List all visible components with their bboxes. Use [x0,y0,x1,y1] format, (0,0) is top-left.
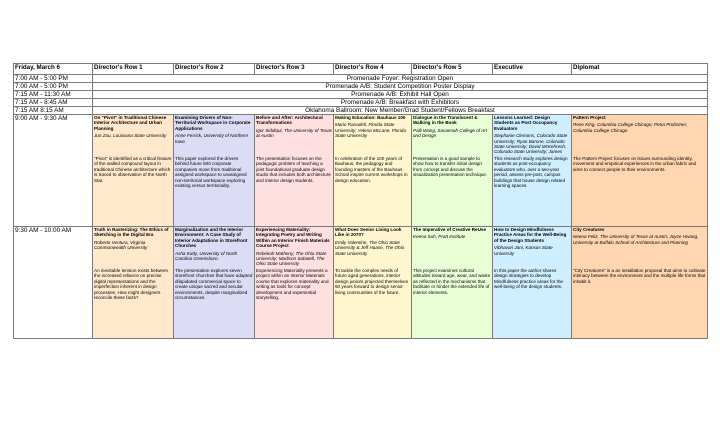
session-heading [573,227,706,268]
session-cell [174,227,255,339]
session-authors: Mario Ranadell, Florida State University; Yelena McLane, Florida State University [335,122,406,139]
session-title: Making Education: Bauhaus 100 [335,115,406,120]
session-authors: Rene King, Columbia College Chicago; Petra Probstner, Columbia College Chicago [573,122,688,133]
session-content [175,115,253,226]
session-heading [494,115,570,156]
session-cell [93,115,174,227]
session-content [335,115,410,226]
session-title: Before and After: Architectural Transformations [256,115,323,126]
session-title: Dialogue in the Translucent & Walking in the Book [413,115,478,126]
session-cell [412,115,493,227]
session-authors: Anne Ferrick, University of Northern Iowa [175,133,249,144]
session-heading [335,115,410,156]
session-content [494,115,570,226]
session-cell [334,227,412,339]
session-authors: Palli Wang, Savannah College of Art and Design [413,127,488,139]
session-cell [93,227,174,339]
session-heading [413,227,491,268]
session-heading [573,115,706,156]
session-description: "Pivot" is identified as a critical feature of the walled compound layout in traditional Chinese architecture which is traced to observation of the North Star. [94,156,172,183]
session-heading [494,227,570,268]
session-heading [256,227,332,268]
session-time: 9:00 AM - 9:30 AM [14,115,93,227]
session-authors: Asha Kutty, University of North Carolina Greensboro [175,250,238,262]
session-authors: Vibhavari Jani, Kansas State University [494,245,553,256]
session-description: This research study explores design students as post-occupancy evaluators who, over a two-year period, assess pre-post, campus buildings that house design related learning spaces. [494,156,568,189]
session-authors: Igor Siddiqui, The University of Texas at Austin [256,127,332,139]
session-content [256,115,332,226]
session-row [14,227,708,339]
event-description: Promenade A/B: Exhibit Hall Open [93,91,708,99]
event-description: Oklahoma Ballroom: New Member/Grad Student/Fellows Breakfast [93,107,708,115]
session-authors: Rebekah Matheny, The Ohio State University; Madison Sabatell, The Ohio State University [256,250,327,267]
session-title: Marginalization and the Interior Environment: A Case Study of Interior Adaptations in Storefront Churches [175,227,248,249]
event-row [14,99,708,107]
session-title: Experiencing Materiality: Integrating Poetry and Writing Within an Interior Finish Materials Course Project [256,227,330,249]
session-content [573,115,706,226]
session-description: Presentation is a good sample to show how to transfer initial design from concept and discuss the visualization presentation technique. [413,156,488,178]
session-cell [493,115,572,227]
session-cell [572,227,708,339]
session-title: Lessons Learned: Design Students as Post Occupancy Evaluators [494,115,558,131]
session-title: How to Design Mindfulness Practice Areas for the Well-Being of the Design Students [494,227,567,243]
session-cell [255,227,334,339]
session-title: What Does Senior Living Look Like in 2070? [335,227,402,238]
session-description: In this paper the author shares design strategies to develop Mindfulness practice areas for the well-being of the design students. [494,268,563,290]
session-title: The Imperative of Creative ReUse [413,227,487,232]
session-content [94,227,172,338]
event-time: 7:00 AM - 5:00 PM [14,83,93,91]
session-authors: Jun Zou, Louisiana State University [94,133,167,139]
header-row [14,64,708,75]
event-time: 7:15 AM 8:15 AM [14,107,93,115]
session-content [175,227,253,338]
event-description: Promenade A/B: Breakfast with Exhibitors [93,99,708,107]
column-header: Director's Row 3 [255,64,334,75]
column-header: Executive [493,64,572,75]
column-header: Director's Row 1 [93,64,174,75]
session-title: Examining Drivers of Non-Territorial Workspace in Corporate Applications [175,115,251,131]
column-header: Director's Row 4 [334,64,412,75]
session-authors: Stephanie Clemons, Colorado State University; Ryan Barone, Colorado State University; David McKehresh, Colorado State University; James [494,133,568,155]
session-heading [256,115,332,156]
session-heading [413,115,491,156]
event-row [14,91,708,99]
session-description: The Pattern Project focuses on issues surrounding identity, movement and empirical experiences in the urban fabric and aims to connect people to their environments. [573,156,697,172]
session-row [14,115,708,227]
session-time: 9:30 AM - 10:00 AM [14,227,93,339]
event-time: 7:15 AM - 11:30 AM [14,91,93,99]
session-authors: Emily Valentine, The Ohio State University & Jeff Haase, The Ohio State University [335,239,405,256]
session-cell [493,227,572,339]
session-content [256,227,332,338]
event-time: 7:15 AM - 8:45 AM [14,99,93,107]
session-cell [412,227,493,339]
session-heading [175,115,253,156]
session-description: In celebration of the 100 years of Bauhaus, the pedagogy and founding masters of the Bauhaus School inspire current workshops in design education. [335,156,408,183]
column-header: Director's Row 5 [412,64,493,75]
session-description: The presentation focuses on the pedagogic problem of teaching a joint foundational graduate design studio that includes both architecture and interior design students. [256,156,331,183]
session-description: The presentation explores seven storefront churches that have adapted dilapidated commercial space to create unique sacred and secular environments, despite marginalized circumstances. [175,268,253,301]
session-content [494,227,570,338]
event-time: 7:00 AM - 5:00 PM [14,75,93,83]
event-row [14,75,708,83]
session-description: This project examines cultural attitudes toward age, wear, and waste as reflected in the mechanisms that facilitate or hinder the extended life of interior elements. [413,268,491,295]
session-heading [175,227,253,268]
event-row [14,107,708,115]
column-header: Friday, March 6 [14,64,93,75]
session-content [573,227,706,338]
event-description: Promenade A/B: Student Competition Poster Display [93,83,708,91]
event-description: Promenade Foyer: Registration Open [93,75,708,83]
session-cell [572,115,708,227]
session-title: City Creatures [573,227,605,232]
session-authors: Roberto Ventura, Virginia Commonwealth University [94,239,148,251]
session-description: This paper explored the drivers behind future 500 corporate companies move from traditional assigned workspace to unassigned non-territorial workspace exploring existing versus territoriality. [175,156,247,189]
session-cell [334,115,412,227]
session-description: To tackle the complex needs of future aged generations, interior design juniors projected themselves 50 years forward to design senior living communities of the future. [335,268,409,295]
session-authors: Neena Feliz, The University of Texas at Austin; Joyce Hwang, University at Buffalo School of Architecture and Planning [573,234,699,245]
session-heading [94,115,172,156]
session-title: Truth in Rasterizing: The Ethics of Sketching in the Digital Era [94,227,169,238]
session-content [94,115,172,226]
session-cell [174,115,255,227]
session-description: An inevitable tension exists between the increased reliance on precise digital representations and the imperfection inherent in design processes. How might designers reconcile these facts? [94,268,169,301]
session-title: On "Pivot" in Traditional Chinese Interior Architecture and Urban Planning [94,115,167,131]
session-title: Pattern Project [573,115,606,120]
session-heading [335,227,410,268]
schedule-table [13,63,708,339]
session-cell [255,115,334,227]
column-header: Director's Row 2 [174,64,255,75]
session-description: "City Creatures" is a an installation proposal that aims to cultivate intimacy between the environment and the multiple life forms that inhabit it. [573,268,706,284]
session-description: Experiencing Materiality presents a project within an Interior Materials course that explores materiality and writing as tools for concept development and experiential storytelling. [256,268,329,301]
session-authors: Keena Suh, Pratt Institute [413,234,466,240]
event-row [14,83,708,91]
session-heading [94,227,172,268]
column-header: Diplomat [572,64,708,75]
session-content [413,115,491,226]
session-content [413,227,491,338]
session-content [335,227,410,338]
